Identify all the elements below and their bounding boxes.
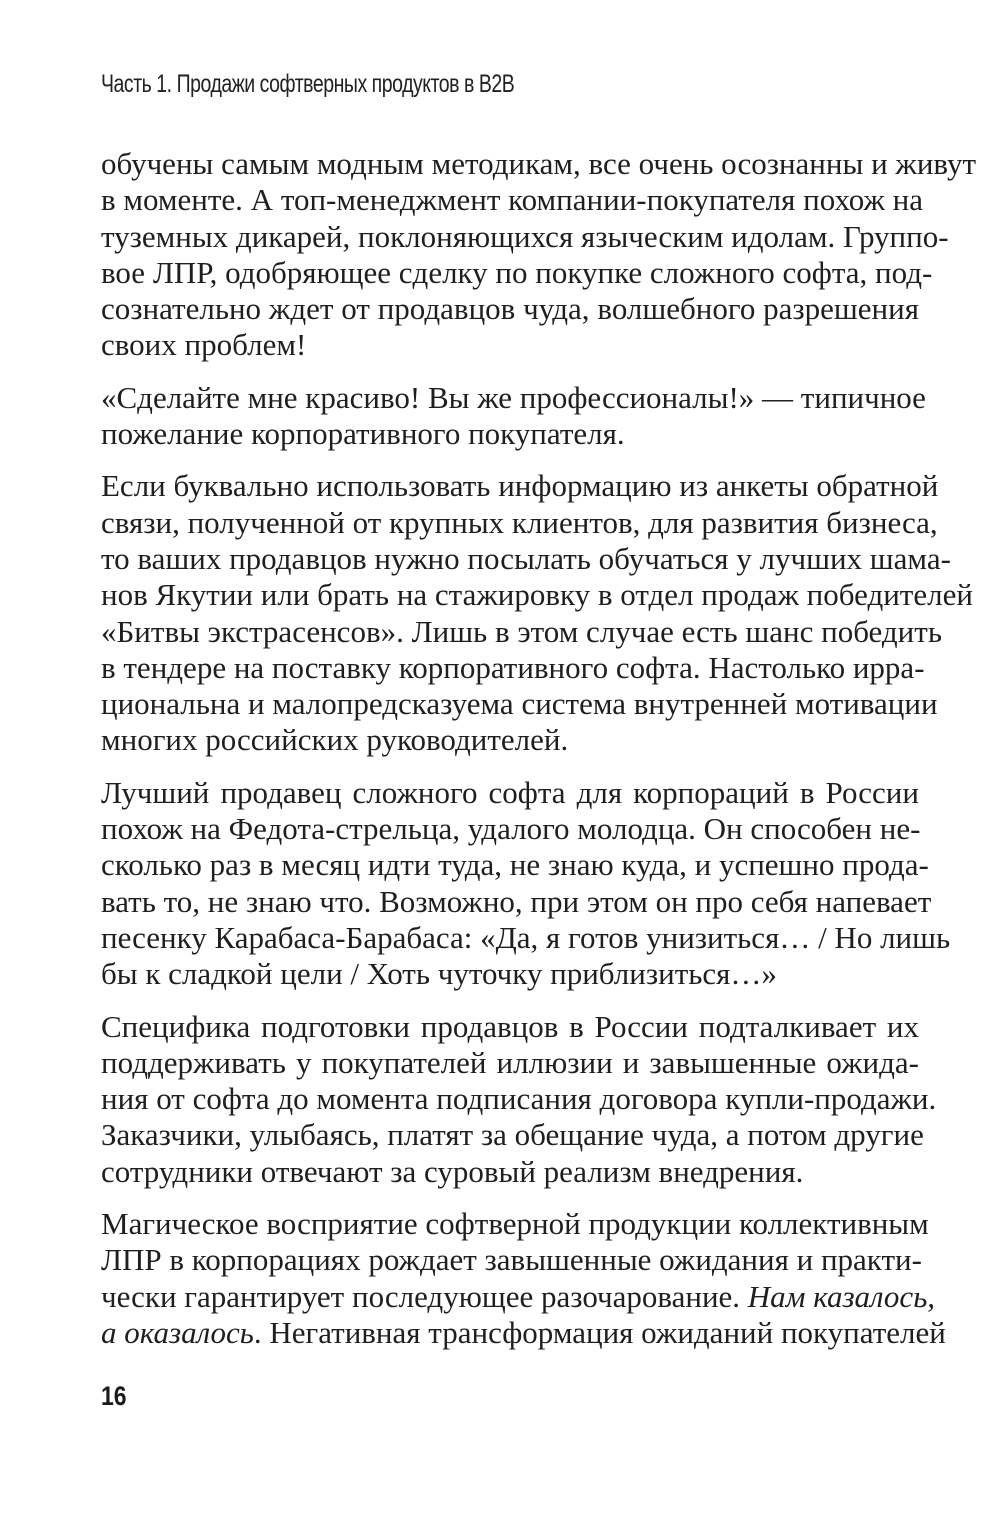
paragraph <box>101 1206 946 1351</box>
text-line: вое ЛПР, одобряющее сделку по покупке сложного софта, под- <box>101 254 933 290</box>
paragraph <box>101 774 951 993</box>
text-run: чески гарантирует последующее разочарование. <box>101 1278 748 1314</box>
text-line: своих проблем! <box>101 327 307 363</box>
text-line: циональна и малопредсказуема система внутренней мотивации <box>101 686 938 722</box>
text-run: . Негативная трансформация ожиданий покупателей <box>253 1314 946 1350</box>
text-line: многих российских руководителей. <box>101 722 569 758</box>
paragraph <box>101 1008 937 1190</box>
text-line: «Битвы экстрасенсов». Лишь в этом случае есть шанс победить <box>101 613 942 649</box>
text-line: обучены самым модным методикам, все очень осознанны и живут <box>101 146 977 181</box>
text-line: сотрудники отвечают за суровый реализм внедрения. <box>101 1153 804 1189</box>
text-line: Магическое восприятие софтверной продукции коллективным <box>101 1206 929 1242</box>
text-line: сколько раз в месяц идти туда, не знаю куда, и успешно прода- <box>101 847 929 883</box>
body-text <box>101 146 977 1367</box>
text-line: в моменте. А топ-менеджмент компании-покупателя похож на <box>101 182 924 218</box>
text-line: Лучший продавец сложного софта для корпораций в России <box>101 774 919 810</box>
text-line: нов Якутии или брать на стажировку в отдел продаж победителей <box>101 577 973 613</box>
italic-text-run: а оказалось <box>101 1314 254 1350</box>
text-line: то ваших продавцов нужно посылать обучаться у лучших шама- <box>101 540 951 576</box>
text-line-mixed <box>101 1314 946 1351</box>
text-line: песенку Карабаса-Барабаса: «Да, я готов унизиться… / Но лишь <box>101 919 951 955</box>
page-number: 16 <box>101 1381 127 1411</box>
text-line: «Сделайте мне красиво! Вы же профессионалы!» — типичное <box>101 379 926 415</box>
text-line: Заказчики, улыбаясь, платят за обещание чуда, а потом другие <box>101 1117 924 1153</box>
text-line: ния от софта до момента подписания договора купли-продажи. <box>101 1081 937 1117</box>
paragraph <box>101 468 973 758</box>
text-line: бы к сладкой цели / Хоть чуточку приблизиться…» <box>101 956 777 992</box>
text-line: сознательно ждет от продавцов чуда, волшебного разрешения <box>101 291 919 327</box>
text-line: связи, полученной от крупных клиентов, для развития бизнеса, <box>101 504 938 540</box>
paragraph <box>101 379 926 453</box>
text-line: похож на Федота-стрельца, удалого молодца. Он способен не- <box>101 811 921 847</box>
running-head: Часть 1. Продажи софтверных продуктов в B2B <box>101 70 515 98</box>
text-line: в тендере на поставку корпоративного софта. Настолько ирра- <box>101 649 925 685</box>
text-line: вать то, не знаю что. Возможно, при этом он про себя напевает <box>101 883 932 919</box>
text-line: Специфика подготовки продавцов в России подталкивает их <box>101 1008 919 1044</box>
italic-text-run: Нам казалось, <box>747 1278 936 1314</box>
text-line: ЛПР в корпорациях рождает завышенные ожидания и практи- <box>101 1242 922 1278</box>
text-line: Если буквально использовать информацию из анкеты обратной <box>101 468 939 504</box>
text-line-mixed <box>101 1278 936 1315</box>
paragraph <box>101 146 977 364</box>
text-line: поддерживать у покупателей иллюзии и завышенные ожида- <box>101 1044 919 1080</box>
text-line: пожелание корпоративного покупателя. <box>101 416 625 452</box>
text-line: туземных дикарей, поклоняющихся языческим идолам. Группо- <box>101 218 949 254</box>
